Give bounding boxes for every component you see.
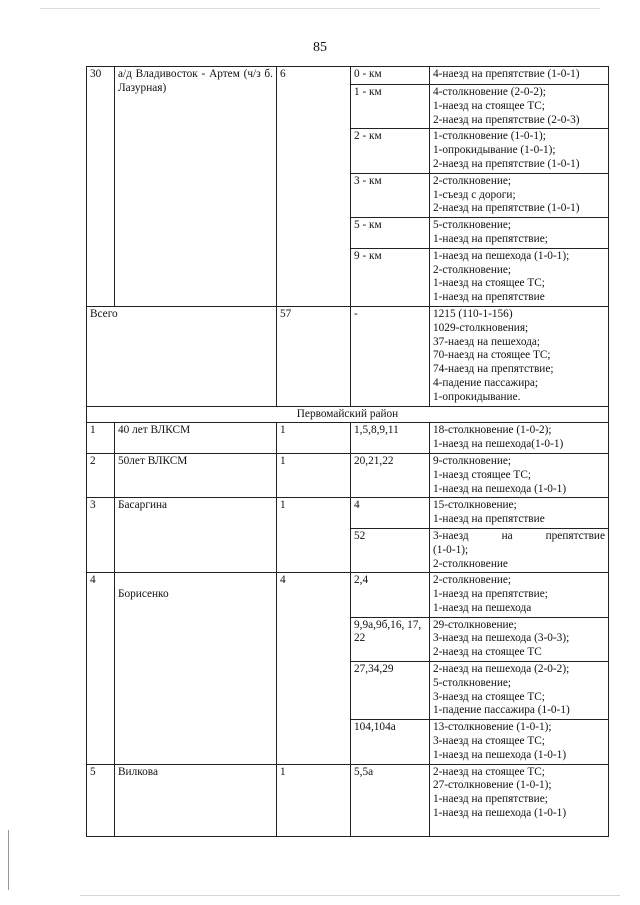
page-number: 85: [313, 40, 327, 55]
details-line: 1-наезд на пешехода (1-0-1): [433, 482, 567, 495]
scan-artifact-top: [40, 8, 600, 9]
details-line: 1029-столкновения;: [433, 321, 529, 334]
location-cell: 2 - км: [351, 129, 430, 173]
details-line: 2-наезд на пешехода (2-0-2);: [433, 663, 570, 676]
accident-count: 6: [277, 67, 351, 307]
details-line: 13-столкновение (1-0-1);: [433, 721, 552, 734]
location-cell: 0 - км: [351, 67, 430, 85]
details-cell: [430, 498, 609, 529]
details-line: 1-наезд стоящее ТС;: [433, 468, 532, 481]
street-name: 40 лет ВЛКСМ: [115, 423, 277, 454]
accident-count: 4: [277, 573, 351, 764]
details-line: 3-наезд на препятствие: [433, 529, 605, 542]
details-cell: [430, 617, 609, 661]
total-location: -: [351, 306, 430, 406]
details-line: 27-столкновение (1-0-1);: [433, 779, 552, 792]
details-line: 37-наезд на пешехода;: [433, 335, 541, 348]
table-row: [87, 67, 609, 85]
details-cell: [430, 573, 609, 617]
details-line: 1215 (110-1-156): [433, 307, 513, 320]
details-line: 74-наезд на препятствие;: [433, 363, 554, 376]
details-line: 4-падение пассажира;: [433, 376, 539, 389]
street-name: Вилкова: [115, 764, 277, 836]
location-cell: 104,104а: [351, 720, 430, 764]
details-cell: [430, 67, 609, 85]
details-line: 1-наезд на пешехода (1-0-1);: [433, 249, 570, 262]
details-cell: [430, 218, 609, 249]
location-cell: 9,9а,9б,16, 17, 22: [351, 617, 430, 661]
details-line: 1-наезд на препятствие: [433, 291, 545, 304]
row-number: 3: [87, 498, 115, 573]
details-cell: [430, 423, 609, 454]
details-line: 4-наезд на препятствие (1-0-1): [433, 68, 580, 80]
street-name-text: Борисенко: [118, 588, 169, 601]
details-line: 2-столкновение: [433, 557, 508, 570]
details-line: 3-наезд на пешехода (3-0-3);: [433, 632, 570, 645]
total-row: [87, 306, 609, 406]
details-cell: [430, 85, 609, 129]
details-line: 2-столкновение;: [433, 263, 512, 276]
details-line: 1-наезд на пешехода: [433, 601, 532, 614]
details-line: 18-столкновение (1-0-2);: [433, 424, 552, 437]
details-line: 3-наезд на стоящее ТС;: [433, 735, 545, 748]
details-line: 2-наезд на стоящее ТС;: [433, 765, 545, 778]
street-name: 50лет ВЛКСМ: [115, 453, 277, 497]
details-line: 4-столкновение (2-0-2);: [433, 86, 546, 98]
details-line: 1-наезд на препятствие;: [433, 793, 548, 806]
details-line: 1-наезд на препятствие: [433, 513, 545, 526]
scan-artifact-left: [8, 830, 9, 890]
section-title: Первомайский район: [87, 406, 609, 423]
details-line: 1-столкновение (1-0-1);: [433, 130, 546, 143]
street-name: а/д Владивосток - Артем (ч/з б. Лазурная): [115, 67, 277, 307]
street-name: Басаргина: [115, 498, 277, 573]
location-cell: 27,34,29: [351, 662, 430, 720]
details-line: 29-столкновение;: [433, 618, 517, 631]
location-cell: 9 - км: [351, 248, 430, 306]
location-cell: 5 - км: [351, 218, 430, 249]
details-line: 2-наезд на стоящее ТС: [433, 646, 542, 659]
scan-artifact-bottom: [80, 895, 620, 896]
location-cell: 20,21,22: [351, 453, 430, 497]
location-cell: 3 - км: [351, 173, 430, 217]
details-cell: [430, 129, 609, 173]
details-line: 1-наезд на препятствие;: [433, 232, 548, 245]
details-cell: [430, 720, 609, 764]
details-line: 70-наезд на стоящее ТС;: [433, 349, 551, 362]
details-line: 1-опрокидывание.: [433, 390, 521, 403]
location-cell: 52: [351, 528, 430, 572]
details-line: 2-наезд на препятствие (1-0-1): [433, 157, 580, 170]
details-line: 1-наезд на препятствие;: [433, 588, 548, 601]
details-line: 1-наезд на стоящее ТС;: [433, 99, 545, 112]
total-details: [430, 306, 609, 406]
row-number: 5: [87, 764, 115, 836]
accident-count: 1: [277, 764, 351, 836]
details-cell: [430, 248, 609, 306]
details-line: 1-съезд с дороги;: [433, 188, 516, 201]
details-line: 2-наезд на препятствие (2-0-3): [433, 113, 580, 126]
details-line: (1-0-1);: [433, 543, 469, 556]
section-header-row: [87, 406, 609, 423]
details-cell: [430, 453, 609, 497]
details-line: 1-наезд на стоящее ТС;: [433, 277, 545, 290]
row-number: 4: [87, 573, 115, 764]
location-cell: 4: [351, 498, 430, 529]
details-line: 3-наезд на стоящее ТС;: [433, 690, 545, 703]
details-line: 15-столкновение;: [433, 499, 517, 512]
accident-count: 1: [277, 498, 351, 573]
table-row: [87, 453, 609, 497]
details-line: 2-столкновение;: [433, 174, 512, 187]
location-cell: 1 - км: [351, 85, 430, 129]
details-line: 1-наезд на пешехода (1-0-1): [433, 748, 567, 761]
table-row: [87, 573, 609, 617]
details-cell: [430, 173, 609, 217]
details-line: 5-столкновение;: [433, 676, 512, 689]
total-label: Всего: [87, 306, 277, 406]
location-cell: 2,4: [351, 573, 430, 617]
accident-count: 1: [277, 423, 351, 454]
table-row: [87, 498, 609, 529]
details-line: 1-опрокидывание (1-0-1);: [433, 144, 556, 157]
street-name: [115, 573, 277, 764]
details-line: 1-падение пассажира (1-0-1): [433, 704, 570, 717]
details-cell: [430, 764, 609, 836]
row-number: 1: [87, 423, 115, 454]
table-row: [87, 764, 609, 836]
details-line: 1-наезд на пешехода (1-0-1): [433, 807, 567, 820]
details-line: 2-наезд на препятствие (1-0-1): [433, 202, 580, 215]
accident-count: 1: [277, 453, 351, 497]
details-line: 9-столкновение;: [433, 454, 512, 467]
details-line: 5-столкновение;: [433, 219, 512, 232]
details-line: 2-столкновение;: [433, 574, 512, 587]
row-number: 2: [87, 453, 115, 497]
accident-table: [86, 66, 609, 837]
location-cell: 1,5,8,9,11: [351, 423, 430, 454]
table-row: [87, 423, 609, 454]
details-cell: [430, 528, 609, 572]
details-cell: [430, 662, 609, 720]
total-count: 57: [277, 306, 351, 406]
details-line: 1-наезд на пешехода(1-0-1): [433, 438, 564, 451]
location-cell: 5,5а: [351, 764, 430, 836]
row-number: 30: [87, 67, 115, 307]
